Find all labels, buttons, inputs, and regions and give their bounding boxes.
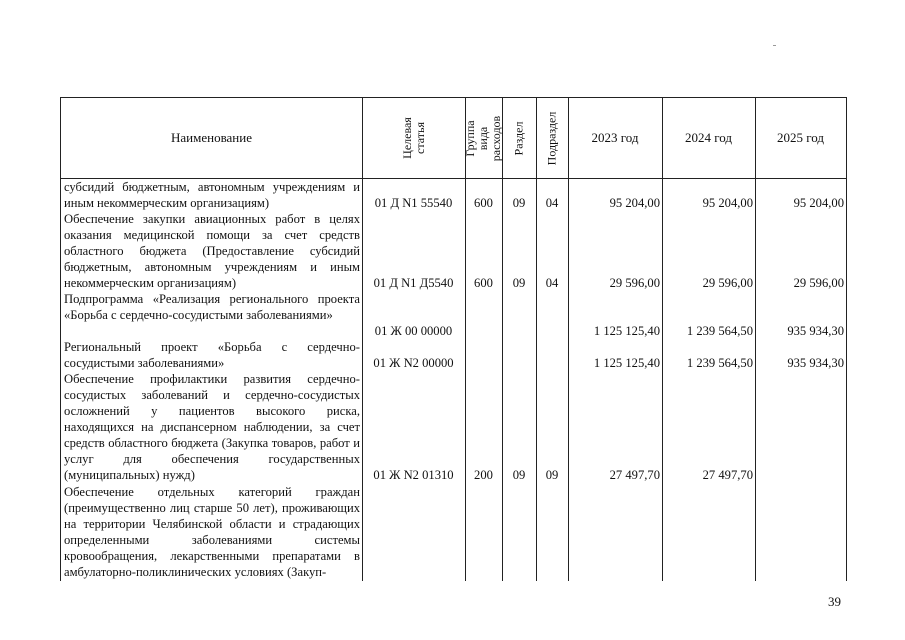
header-section: Раздел — [511, 121, 526, 155]
row-2024: 27 497,70 — [702, 468, 753, 482]
row-2024: 29 596,00 — [702, 276, 753, 290]
row-subsection: 04 — [545, 196, 559, 210]
row-name: Обеспечение отдельных категорий граждан (преимущественно лиц старше 50 лет), проживающих на территории Челябинской области и страдающих определенными заболеваниями системы кровообращения, лекарственными препаратами в амбулаторно-поликлинических условиях (Закуп- — [64, 485, 360, 579]
row-section: 09 — [512, 468, 526, 482]
header-group: Группа вида расходов — [463, 115, 503, 161]
header-name: Наименование — [171, 130, 252, 145]
row-code: 01 Д N1 55540 — [374, 196, 453, 210]
row-2024: 1 239 564,50 — [686, 356, 753, 370]
row-subsection: 09 — [545, 468, 559, 482]
row-name: субсидий бюджетным, автономным учреждениям и иным некоммерческим организациям) — [64, 180, 360, 210]
row-2023: 27 497,70 — [609, 468, 660, 482]
row-name: Региональный проект «Борьба с сердечно-сосудистыми заболеваниями» — [64, 340, 360, 370]
row-group: 200 — [474, 468, 493, 482]
row-code: 01 Ж N2 01310 — [373, 468, 454, 482]
row-name: Обеспечение профилактики развития сердечно-сосудистых заболеваний и сердечно-сосудистых осложнений у пациентов высокого риска, находящихся на диспансерном наблюдении, за счет средств областного бюджета (Закупка товаров, работ и услуг для обеспечения государственных (муниципальных) нужд) — [64, 372, 360, 482]
header-2023: 2023 год — [591, 130, 639, 145]
row-2023: 95 204,00 — [609, 196, 660, 210]
header-2024: 2024 год — [685, 130, 732, 145]
row-group: 600 — [474, 196, 493, 210]
row-2024: 1 239 564,50 — [686, 324, 753, 338]
row-2025: 935 934,30 — [787, 324, 844, 338]
page-number: 39 — [828, 594, 841, 609]
row-name: Обеспечение закупки авиационных работ в целях оказания медицинской помощи за счет средств областного бюджета (Предоставление субсидий бюджетным, автономным учреждениям и иным некоммерческим организациям) — [64, 212, 360, 290]
row-code: 01 Ж 00 00000 — [374, 324, 453, 338]
row-2023: 29 596,00 — [609, 276, 660, 290]
row-section: 09 — [512, 276, 526, 290]
row-2023: 1 125 125,40 — [593, 356, 660, 370]
row-group: 600 — [474, 276, 493, 290]
row-2023: 1 125 125,40 — [593, 324, 660, 338]
row-subsection: 04 — [545, 276, 559, 290]
row-2025: 95 204,00 — [793, 196, 844, 210]
row-code: 01 Ж N2 00000 — [373, 356, 454, 370]
scan-mark — [773, 45, 776, 46]
header-subsection: Подраздел — [544, 111, 559, 165]
header-2025: 2025 год — [777, 130, 824, 145]
header-article: Целевая статья — [399, 117, 427, 159]
row-name: Подпрограмма «Реализация регионального проекта «Борьба с сердечно-сосудистыми заболеваниями» — [64, 292, 360, 322]
budget-table — [60, 97, 847, 581]
row-section: 09 — [512, 196, 526, 210]
row-2025: 29 596,00 — [793, 276, 844, 290]
row-code: 01 Д N1 Д5540 — [373, 276, 454, 290]
row-2024: 95 204,00 — [702, 196, 753, 210]
row-2025: 935 934,30 — [787, 356, 844, 370]
